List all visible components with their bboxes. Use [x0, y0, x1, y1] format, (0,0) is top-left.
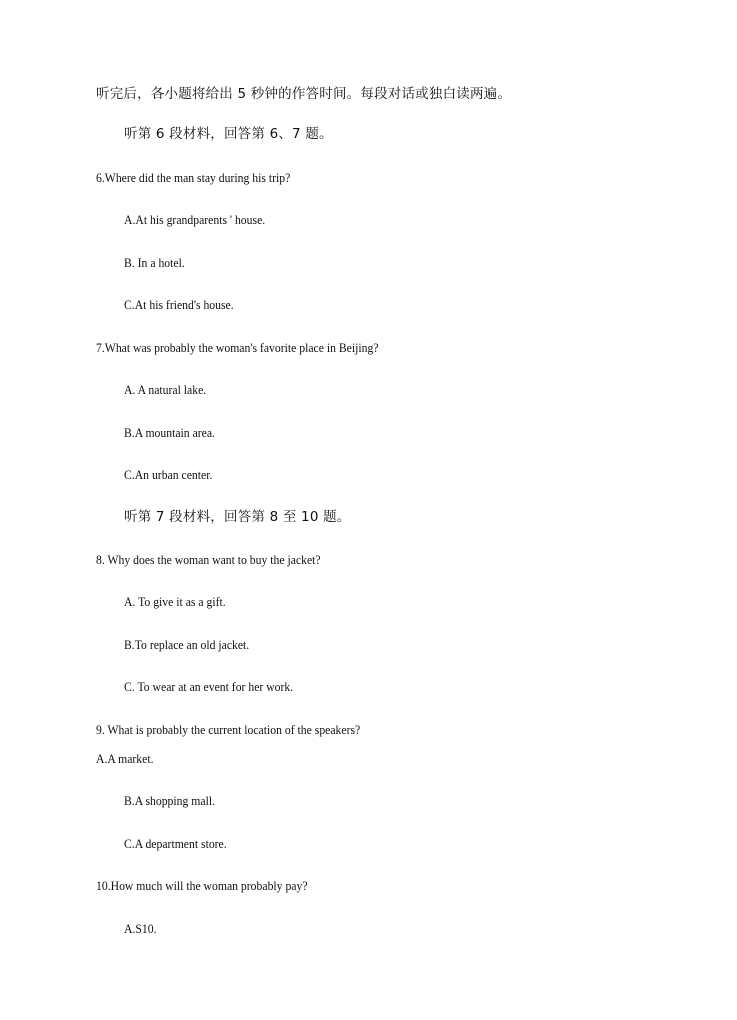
question-10: 10.How much will the woman probably pay? — [96, 878, 308, 893]
question-8: 8. Why does the woman want to buy the jacket? — [96, 552, 321, 567]
section-7-heading: 听第 7 段材料，回答第 8 至 10 题。 — [124, 509, 351, 525]
q6-option-c: C.At his friend's house. — [124, 297, 234, 312]
instruction-intro: 听完后，各小题将给出 5 秒钟的作答时间。每段对话或独白读两遍。 — [96, 86, 512, 102]
q6-option-a: A.At his grandparents ' house. — [124, 212, 266, 227]
q8-option-c: C. To wear at an event for her work. — [124, 679, 294, 694]
q7-option-a: A. A natural lake. — [124, 382, 207, 397]
q7-option-b: B.A mountain area. — [124, 425, 215, 440]
q9-option-c: C.A department store. — [124, 836, 227, 851]
q9-option-b: B.A shopping mall. — [124, 793, 216, 808]
q7-option-c: C.An urban center. — [124, 467, 213, 482]
q6-option-b: B. In a hotel. — [124, 255, 185, 270]
q9-option-a: A.A market. — [96, 751, 154, 766]
q8-option-a: A. To give it as a gift. — [124, 594, 226, 609]
question-9: 9. What is probably the current location of the speakers? — [96, 722, 361, 737]
section-6-heading: 听第 6 段材料，回答第 6、7 题。 — [124, 126, 333, 142]
q8-option-b: B.To replace an old jacket. — [124, 637, 250, 652]
question-7: 7.What was probably the woman's favorite place in Beijing? — [96, 340, 379, 355]
question-6: 6.Where did the man stay during his trip? — [96, 170, 291, 185]
q10-option-a: A.S10. — [124, 921, 157, 936]
